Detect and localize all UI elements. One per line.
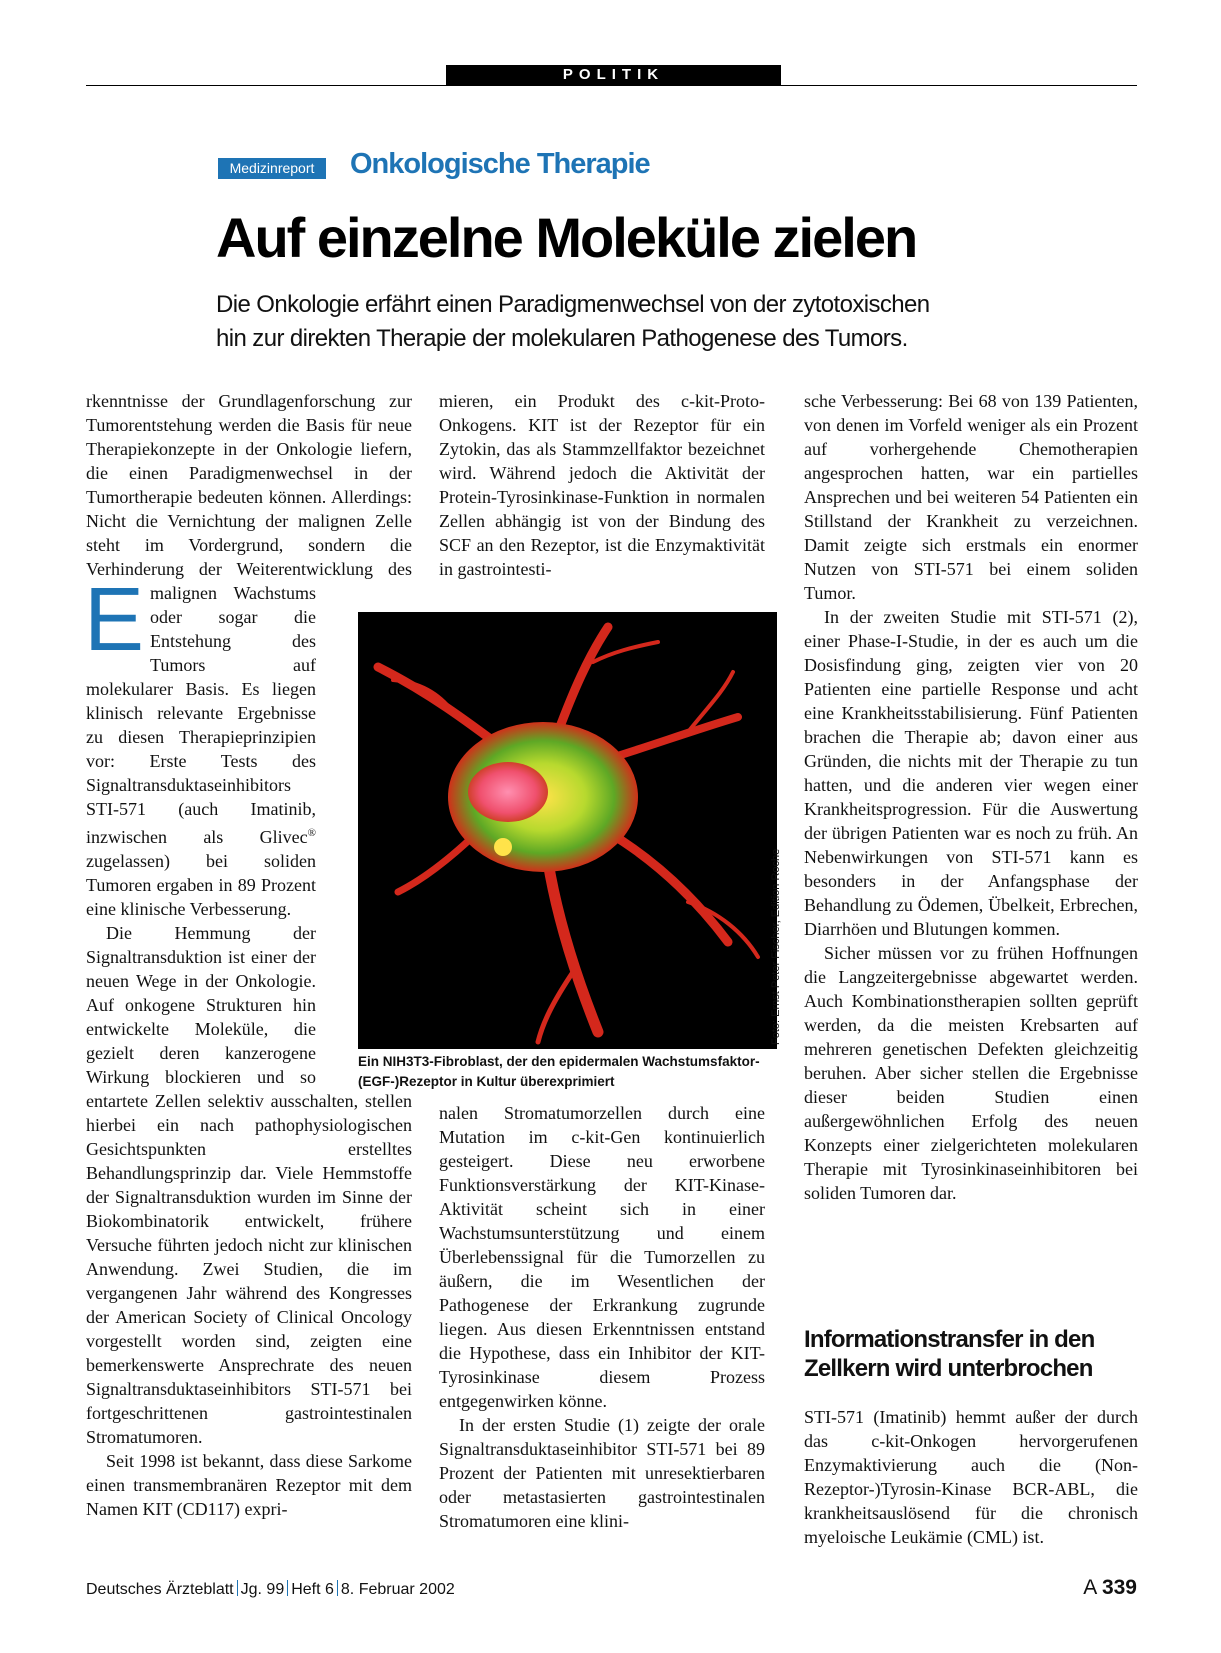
registered-mark: ® [307, 827, 316, 839]
lead-line-1: Die Onkologie erfährt einen Paradigmenwechsel von der zytotoxischen [216, 291, 930, 318]
column-3-paragraph-3: Sicher müssen vor zu frühen Hoffnungen die Langzeitergebnisse abgewartet werden. Auch Kombinationstherapien sollten geprüft werden, da die meisten Krebsarten auf mehreren genetischen Defekten gleichzeitig beruhen. Aber sicher stellen die Ergebnisse dieser beiden Studien einen außergewöhnlichen Erfolg des neuen Konzepts einer zielgerichteten molekularen Therapie mit Tyrosinkinaseinhibitoren bei soliden Tumoren dar. [804, 943, 1138, 1203]
paragraph-intro-text: rkenntnisse der Grundlagenforschung zur Tumorentstehung werden die Basis für neue Therapiekonzepte in der Onkologie liefern, die einen Paradigmenwechsel in der Tumortherapie bedeuten können. Allerdings: Nicht die Vernichtung der malignen Zelle steht im Vordergrund, sondern die Verhinderung der Weiterentwicklung des malignen Wachstums oder sogar die Entstehung des Tumors auf molekularer Basis. Es liegen klinisch relevante Ergebnisse zu diesen Therapieprinzipien vor: Erste Tests des Signaltransduktaseinhibitors STI-571 (auch Imatinib, inzwischen als Glivec [86, 391, 412, 847]
column-2-lower [439, 1101, 765, 1533]
column-3-paragraph-4: STI-571 (Imatinib) hemmt außer der durch das c-kit-Onkogen hervorgerufenen Enzymaktivierung auch die (Non-Rezeptor-)Tyrosin-Kinase BCR-ABL, die krankheitsauslösend für die chronisch myeloische Leukämie (CML) ist. [804, 1407, 1138, 1547]
figure-caption: Ein NIH3T3-Fibroblast, der den epidermalen Wachstumsfaktor-(EGF-)Rezeptor in Kultur überexprimiert [358, 1054, 760, 1089]
column-3-lower [804, 1405, 1138, 1549]
column-3 [804, 389, 1138, 1205]
column-2-continued: nalen Stromatumorzellen durch eine Mutation im c-kit-Gen kontinuierlich gesteigert. Diese neu erworbene Funktionsverstärkung der KIT-Kinase-Aktivität scheint sich in einer Wachstumsunterstützung und einem Überlebenssignal für die Tumorzellen zu äußern, die im Wesentlichen der Pathogenese der Erkrankung zugrunde liegen. Aus diesen Erkenntnissen entstand die Hypothese, dass ein Inhibitor der KIT-Tyrosinkinase diesem Prozess entgegenwirken könne. [439, 1103, 765, 1411]
column-3-paragraph-1: sche Verbesserung: Bei 68 von 139 Patienten, von denen im Vorfeld weniger als ein Prozent auf vorhergehende Chemotherapien angesprochen hatten, war ein partielles Ansprechen und bei weiteren 54 Patienten ein Stillstand der Krankheit zu verzeichnen. Damit zeigte sich erstmals ein enormer Nutzen von STI-571 bei einem soliden Tumor. [804, 391, 1138, 603]
journal-issue: Heft 6 [291, 1581, 334, 1598]
column-1-paragraph-2: Die Hemmung der Signaltransduktion ist einer der neuen Wege in der Onkologie. Auf onkogene Strukturen hin entwickelte Moleküle, die gezielt deren kanzerogene Wirkung blockieren und so entartete Zellen selektiv ausschalten, stellen hierbei ein nach pathophysiologischen Gesichtspunkten erstelltes Behandlungsprinzip dar. Viele Hemmstoffe der Signaltransduktion wurden im Sinne der Biokombinatorik entwickelt, frühere Versuche führten jedoch nicht zur klinischen Anwendung. Zwei Studien, die im vergangenen Jahr während des Kongresses der American Society of Clinical Oncology vorgestellt worden sind, zeigten eine bemerkenswerte Ansprechrate des neuen Signaltransduktaseinhibitors STI-571 bei fortgeschrittenen gastrointestinalen Stromatumoren. [86, 923, 412, 1447]
page-number [1083, 1576, 1137, 1600]
section-label: POLITIK [446, 65, 781, 85]
journal-name: Deutsches Ärzteblatt [86, 1581, 234, 1598]
page-prefix: A [1083, 1576, 1097, 1599]
paragraph-intro-end: zugelassen) bei soliden Tumoren ergaben in 89 Prozent eine klinische Verbesserung. [86, 851, 316, 919]
column-2-top-text: mieren, ein Produkt des c-kit-Proto-Onkogens. KIT ist der Rezeptor für ein Zytokin, das als Stammzellfaktor bezeichnet wird. Während jedoch die Aktivität der Protein-Tyrosinkinase-Funktion in normalen Zellen abhängig ist von der Bindung des SCF an den Rezeptor, ist die Enzymaktivität in gastrointesti- [439, 391, 765, 579]
subheading-line-2: Zellkern wird unterbrochen [804, 1355, 1093, 1382]
article-lead [216, 288, 1116, 356]
journal-date: 8. Februar 2002 [340, 1581, 455, 1598]
photo-credit: Foto: Ernst Peter Fischer, Edition Roche [770, 848, 782, 1045]
article-kicker: Onkologische Therapie [350, 148, 650, 180]
drop-cap: E [84, 570, 145, 670]
column-1-paragraph-3: Seit 1998 ist bekannt, dass diese Sarkome einen transmembranären Rezeptor mit dem Namen KIT (CD117) expri- [86, 1451, 412, 1519]
footer-separator [287, 1580, 288, 1596]
category-badge: Medizinreport [218, 158, 326, 179]
column-3-paragraph-2: In der zweiten Studie mit STI-571 (2), einer Phase-I-Studie, in der es auch um die Dosisfindung ging, zeigten vier von 20 Patienten eine partielle Response und acht eine Krankheitsstabilisierung. Fünf Patienten brachen die Therapie ab; davon einer aus Gründen, die nichts mit der Therapie zu tun hatten, und die anderen vier wegen einer Krankheitsprogression. Für die Auswertung der übrigen Patienten war es noch zu früh. An Nebenwirkungen von STI-571 kann es besonders in der Anfangsphase der Behandlung zu Ödemen, Übelkeit, Erbrechen, Diarrhöen und Blutungen kommen. [804, 607, 1138, 939]
column-2 [439, 389, 765, 581]
journal-volume: Jg. 99 [240, 1581, 285, 1598]
footer-citation [86, 1580, 455, 1599]
fibroblast-photo [358, 612, 777, 1049]
footer-separator [337, 1580, 338, 1596]
header-rule [86, 85, 1137, 86]
lead-line-2: hin zur direkten Therapie der molekularen Pathogenese des Tumors. [216, 325, 908, 352]
footer-separator [237, 1580, 238, 1596]
fibroblast-image [358, 612, 777, 1049]
column-2-paragraph-2: In der ersten Studie (1) zeigte der orale Signaltransduktaseinhibitor STI-571 bei 89 Prozent der Patienten mit unresektierbaren oder metastasierten gastrointestinalen Stromatumoren eine klini- [439, 1415, 765, 1531]
subheading [804, 1325, 1144, 1383]
article-headline: Auf einzelne Moleküle zielen [216, 206, 917, 269]
page-number-value: 339 [1101, 1576, 1137, 1599]
subheading-line-1: Informationstransfer in den [804, 1326, 1095, 1353]
